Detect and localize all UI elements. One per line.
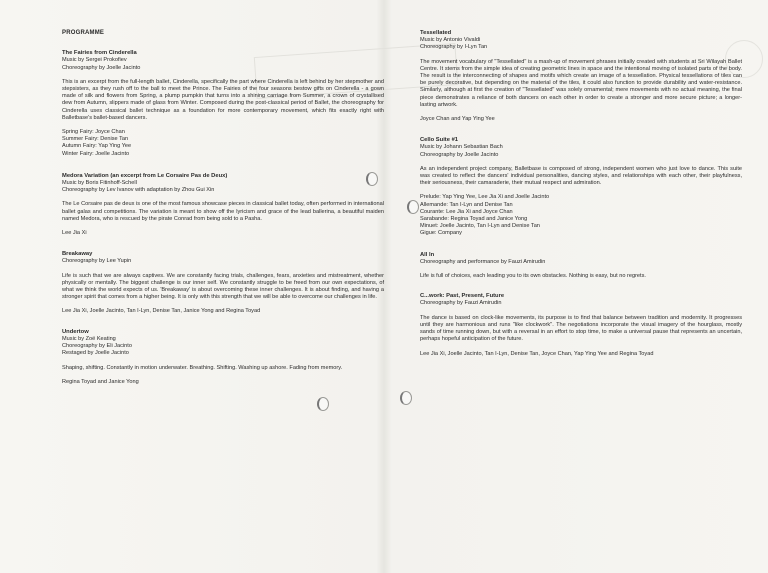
piece-credit: Music by Boris Fitinhoff-Schell — [62, 180, 137, 187]
piece-clockwork — [420, 293, 742, 357]
piece-description: The Le Corsaire pas de deux is one of the most famous showcase pieces in classical ballet today, often performed in international ballet galas and competitions. The variation is meant to show off the lyricism and grace of the lead ballerina, a beautiful maiden named Medora, who is rescued by the pirate Conrad from being sold to a Pasha. — [62, 201, 384, 222]
piece-title: Medora Variation (an excerpt from Le Corsaire Pas de Deux) — [62, 172, 228, 179]
left-column — [62, 30, 384, 386]
piece-description: As an independent project company, Balletbase is composed of strong, independent women who just love to dance. This suite was created to reflect the dancers' individual personalities, dancing styles, and relationships with each other, their playfulness, their seriousness, their camaraderie, their mutual respect and admiration. — [420, 165, 742, 187]
piece-credit: Choreography and performance by Fauzi Amirudin — [420, 258, 546, 265]
piece-tessellated — [420, 30, 742, 123]
piece-description: Life is such that we are always captives. We are constantly facing trials, challenges, fears, anxieties and mistreatment, whether physically or mentally. The biggest challenge is our inner self. We constantly struggle to be freed from our own expectations, of what we think the world expects of us. 'Breakaway' is about overcoming these inner challenges. It is about finding, and having a stronger spirit that comes from a higher being. It is only with this strength that we will be able to overcome our challenges in life. — [62, 272, 384, 301]
piece-title: All In — [420, 251, 435, 258]
piece-cast — [420, 116, 742, 123]
punch-hole — [400, 391, 412, 405]
programme-heading: PROGRAMME — [62, 30, 105, 36]
punch-hole — [317, 397, 329, 411]
right-column — [420, 30, 742, 358]
cast-line: Regina Toyad and Janice Yong — [62, 378, 139, 385]
piece-credit: Choreography by I-Lyn Tan — [420, 44, 488, 51]
piece-cello-suite — [420, 137, 742, 237]
piece-cast — [420, 194, 742, 237]
piece-credit: Music by Zoë Keating — [62, 335, 116, 342]
piece-credit: Choreography by Eli Jacinto — [62, 343, 132, 350]
piece-title: The Fairies from Cinderella — [62, 50, 137, 57]
cast-line: Courante: Lee Jia Xi and Joyce Chan — [420, 208, 513, 215]
cast-line: Sarabande: Regina Toyad and Janice Yong — [420, 216, 528, 223]
piece-breakaway — [62, 251, 384, 315]
piece-credit: Restaged by Joelle Jacinto — [62, 350, 129, 357]
piece-description: The movement vocabulary of "Tessellated" is a mash-up of movement phrases initially created with students at Sri Wilayah Ballet Centre. It stems from the simple idea of creating geometric lines in space and the intentional moving of isolated parts of the body. The result is the interconnecting of shapes and motifs which create an image of a tessellation. Physical tessellations of tiles can be purely decorative, but depending on the material of the tiles, it could also function to provide durability and water-resistance. Similarly, although at first the creation of "Tessellated" was solely ornamental; mere movements with no actual meaning, the final piece demonstrates a reliance of both dancers on each other in order to create a stronger and more secure picture; a longer-lasting artwork. — [420, 58, 742, 108]
cast-line: Winter Fairy: Joelle Jacinto — [62, 150, 130, 157]
cast-line: Lee Jia Xi — [62, 230, 87, 237]
cast-line: Lee Jia Xi, Joelle Jacinto, Tan I-Lyn, Denise Tan, Janice Yong and Regina Toyad — [62, 308, 261, 315]
piece-cast — [62, 308, 384, 315]
piece-title: Undertow — [62, 328, 89, 335]
cast-line: Spring Fairy: Joyce Chan — [62, 129, 125, 136]
piece-fairies — [62, 50, 384, 158]
cast-line: Minuet: Joelle Jacinto, Tan I-Lyn and Denise Tan — [420, 223, 540, 230]
piece-credit: Music by Sergei Prokofiev — [62, 57, 127, 64]
piece-credit: Music by Johann Sebastian Bach — [420, 144, 503, 151]
cast-line: Lee Jia Xi, Joelle Jacinto, Tan I-Lyn, Denise Tan, Joyce Chan, Yap Ying Yee and Regina Toyad — [420, 350, 654, 357]
piece-cast — [62, 129, 384, 158]
piece-cast — [62, 230, 384, 237]
piece-title: Tessellated — [420, 30, 452, 36]
piece-credit: Choreography by Lev Ivanov with adaptation by Zhou Gui Xin — [62, 187, 215, 194]
cast-line: Gigue: Company — [420, 230, 462, 237]
piece-credit: Choreography by Fauzi Amirudin — [420, 300, 502, 307]
piece-cast — [62, 379, 384, 386]
piece-credit: Choreography by Joelle Jacinto — [420, 151, 499, 158]
piece-credit: Music by Antonio Vivaldi — [420, 37, 481, 44]
piece-title: Breakaway — [62, 251, 93, 258]
cast-line: Autumn Fairy: Yap Ying Yee — [62, 143, 132, 150]
piece-credit: Choreography by Joelle Jacinto — [62, 64, 141, 71]
piece-undertow — [62, 329, 384, 386]
cast-line: Prelude: Yap Ying Yee, Lee Jia Xi and Joelle Jacinto — [420, 194, 550, 201]
cast-line: Summer Fairy: Denise Tan — [62, 136, 129, 143]
punch-hole — [407, 200, 419, 214]
piece-description: Shaping, shifting. Constantly in motion underwater. Breathing. Shifting. Washing up ashore. Fading from memory. — [62, 364, 343, 371]
piece-description: Life is full of choices, each leading you to its own obstacles. Nothing is easy, but no regrets. — [420, 273, 646, 280]
piece-description: The dance is based on clock-like movements, its purpose is to find that balance between tradition and modernity. It progresses until they are harmonious and runs "like clockwork". The negotiations incorporate the visual imagery of the hourglass, mostly sands of time running down, but with a reversal in an effort to stop time, to make a universal pause that represents an uncertain, perhaps hopeful anticipation of the future. — [420, 314, 742, 343]
piece-medora — [62, 173, 384, 237]
piece-cast — [420, 351, 742, 358]
piece-title: Cello Suite #1 — [420, 137, 459, 144]
piece-description: This is an excerpt from the full-length ballet, Cinderella, specifically the part where Cinderella is left behind by her stepmother and stepsisters, as they rush off to the ball to meet the Prince. The Fairies of the four seasons bestow gifts on Cinderella - a gown made of silk and flowers from Spring, a plump pumpkin that turns into a shining carriage from Summer, a crown of crystallised dew from Autumn, slippers made of glass from Winter. Composed during the post-classical period of Ballet, the choreography for Cinderella uses classical ballet technique as a foundation for more contemporary movement, which fits exactly right with Balletbase's ballet-based dancers. — [62, 78, 384, 121]
piece-all-in — [420, 252, 742, 281]
cast-line: Allemande: Tan I-Lyn and Denise Tan — [420, 201, 513, 208]
cast-line: Joyce Chan and Yap Ying Yee — [420, 116, 495, 123]
piece-title: C...work: Past, Present, Future — [420, 293, 505, 300]
piece-credit: Choreography by Lee Yupin — [62, 258, 132, 265]
